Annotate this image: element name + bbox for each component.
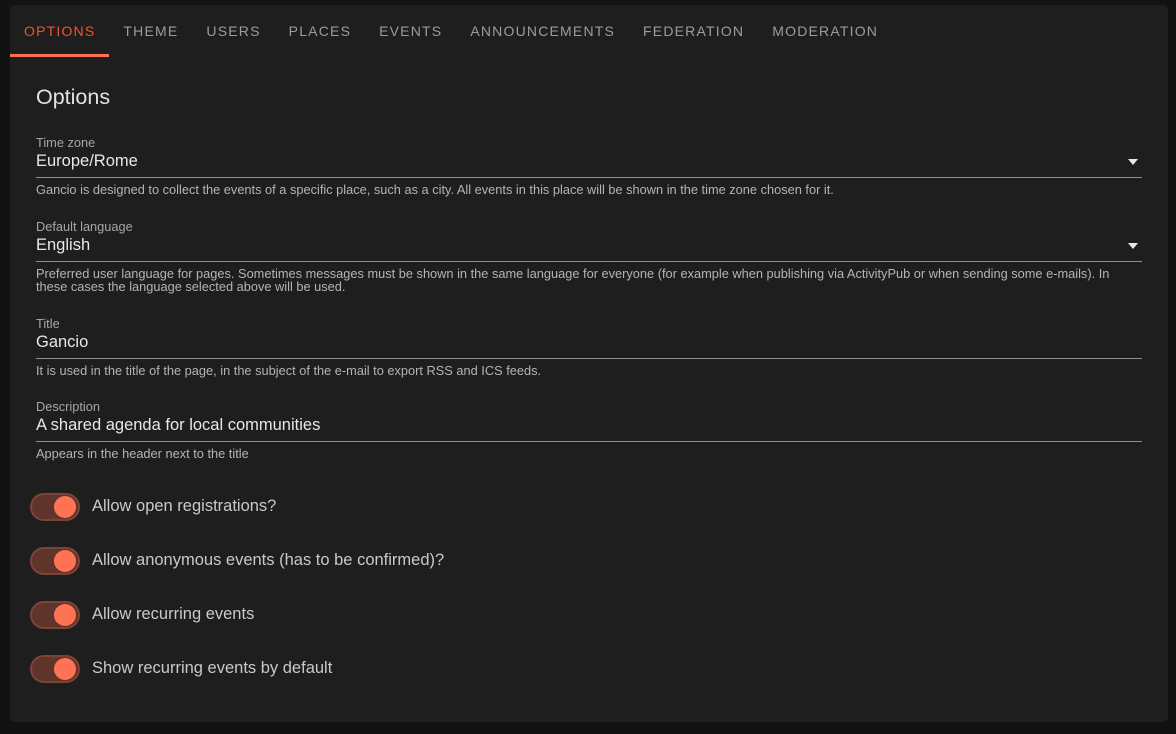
toggle-thumb	[54, 496, 76, 518]
description-hint: Appears in the header next to the title	[36, 446, 249, 461]
description-input[interactable]	[36, 415, 1116, 436]
toggle-thumb	[54, 550, 76, 572]
description-label: Description	[36, 399, 101, 414]
tab-options[interactable]	[10, 5, 109, 57]
tab-places[interactable]	[275, 5, 365, 57]
toggle-row-show-recurring	[30, 655, 1142, 683]
field-title	[36, 316, 1142, 378]
active-tab-indicator	[10, 54, 109, 57]
admin-settings-card	[10, 5, 1168, 722]
tab-users-label: USERS	[206, 23, 261, 39]
page-title: Options	[36, 85, 111, 109]
field-description	[36, 399, 1142, 461]
toggle-row-anonymous-events	[30, 547, 1142, 575]
timezone-label: Time zone	[36, 135, 96, 150]
timezone-select[interactable]	[36, 150, 1142, 178]
description-input-wrap	[36, 414, 1142, 442]
timezone-hint: Gancio is designed to collect the events of a specific place, such as a city. All events in this place will be shown in the time zone chosen for it.	[36, 182, 834, 197]
admin-tabbar	[10, 5, 1168, 57]
tab-places-label: PLACES	[288, 23, 352, 39]
toggle-row-open-registrations	[30, 493, 1142, 521]
dropdown-arrow-icon[interactable]	[1128, 243, 1138, 249]
recurring-events-toggle[interactable]	[30, 601, 80, 629]
tab-federation-label: FEDERATION	[643, 23, 745, 39]
toggle-group	[30, 493, 1142, 683]
title-input-wrap	[36, 331, 1142, 359]
default-language-hint: Preferred user language for pages. Sometimes messages must be shown in the same language for everyone (for example when publishing via ActivityPub or when sending some e-mails). In these cases the language selected above will be used.	[36, 265, 1110, 294]
title-input[interactable]	[36, 332, 1116, 353]
title-hint: It is used in the title of the page, in the subject of the e-mail to export RSS and ICS feeds.	[36, 362, 542, 378]
field-default-language	[36, 219, 1142, 294]
tab-federation[interactable]	[629, 5, 758, 57]
default-language-value: English	[36, 235, 91, 254]
tab-theme-label: THEME	[123, 23, 179, 39]
tab-events-label: EVENTS	[379, 23, 443, 39]
field-timezone	[36, 135, 1142, 197]
anonymous-events-label: Allow anonymous events (has to be confirmed)?	[92, 551, 445, 569]
dropdown-arrow-icon[interactable]	[1128, 159, 1138, 165]
tab-options-label: OPTIONS	[24, 23, 96, 39]
show-recurring-label: Show recurring events by default	[92, 659, 333, 677]
tab-announcements[interactable]	[456, 5, 629, 57]
recurring-events-label: Allow recurring events	[92, 605, 255, 623]
tab-events[interactable]	[365, 5, 456, 57]
tab-users[interactable]	[192, 5, 274, 57]
timezone-value: Europe/Rome	[36, 152, 138, 170]
anonymous-events-toggle[interactable]	[30, 547, 80, 575]
open-registrations-toggle[interactable]	[30, 493, 80, 521]
tab-moderation-label: MODERATION	[772, 23, 879, 39]
default-language-select[interactable]	[36, 234, 1142, 262]
default-language-label: Default language	[36, 218, 133, 234]
tab-moderation[interactable]	[758, 5, 892, 57]
toggle-thumb	[54, 658, 76, 680]
toggle-row-recurring-events	[30, 601, 1142, 629]
show-recurring-toggle[interactable]	[30, 655, 80, 683]
toggle-thumb	[54, 604, 76, 626]
options-panel	[10, 57, 1168, 683]
tab-theme[interactable]	[109, 5, 192, 57]
tab-announcements-label: ANNOUNCEMENTS	[470, 23, 616, 39]
open-registrations-label: Allow open registrations?	[92, 497, 277, 515]
title-label: Title	[36, 315, 60, 331]
